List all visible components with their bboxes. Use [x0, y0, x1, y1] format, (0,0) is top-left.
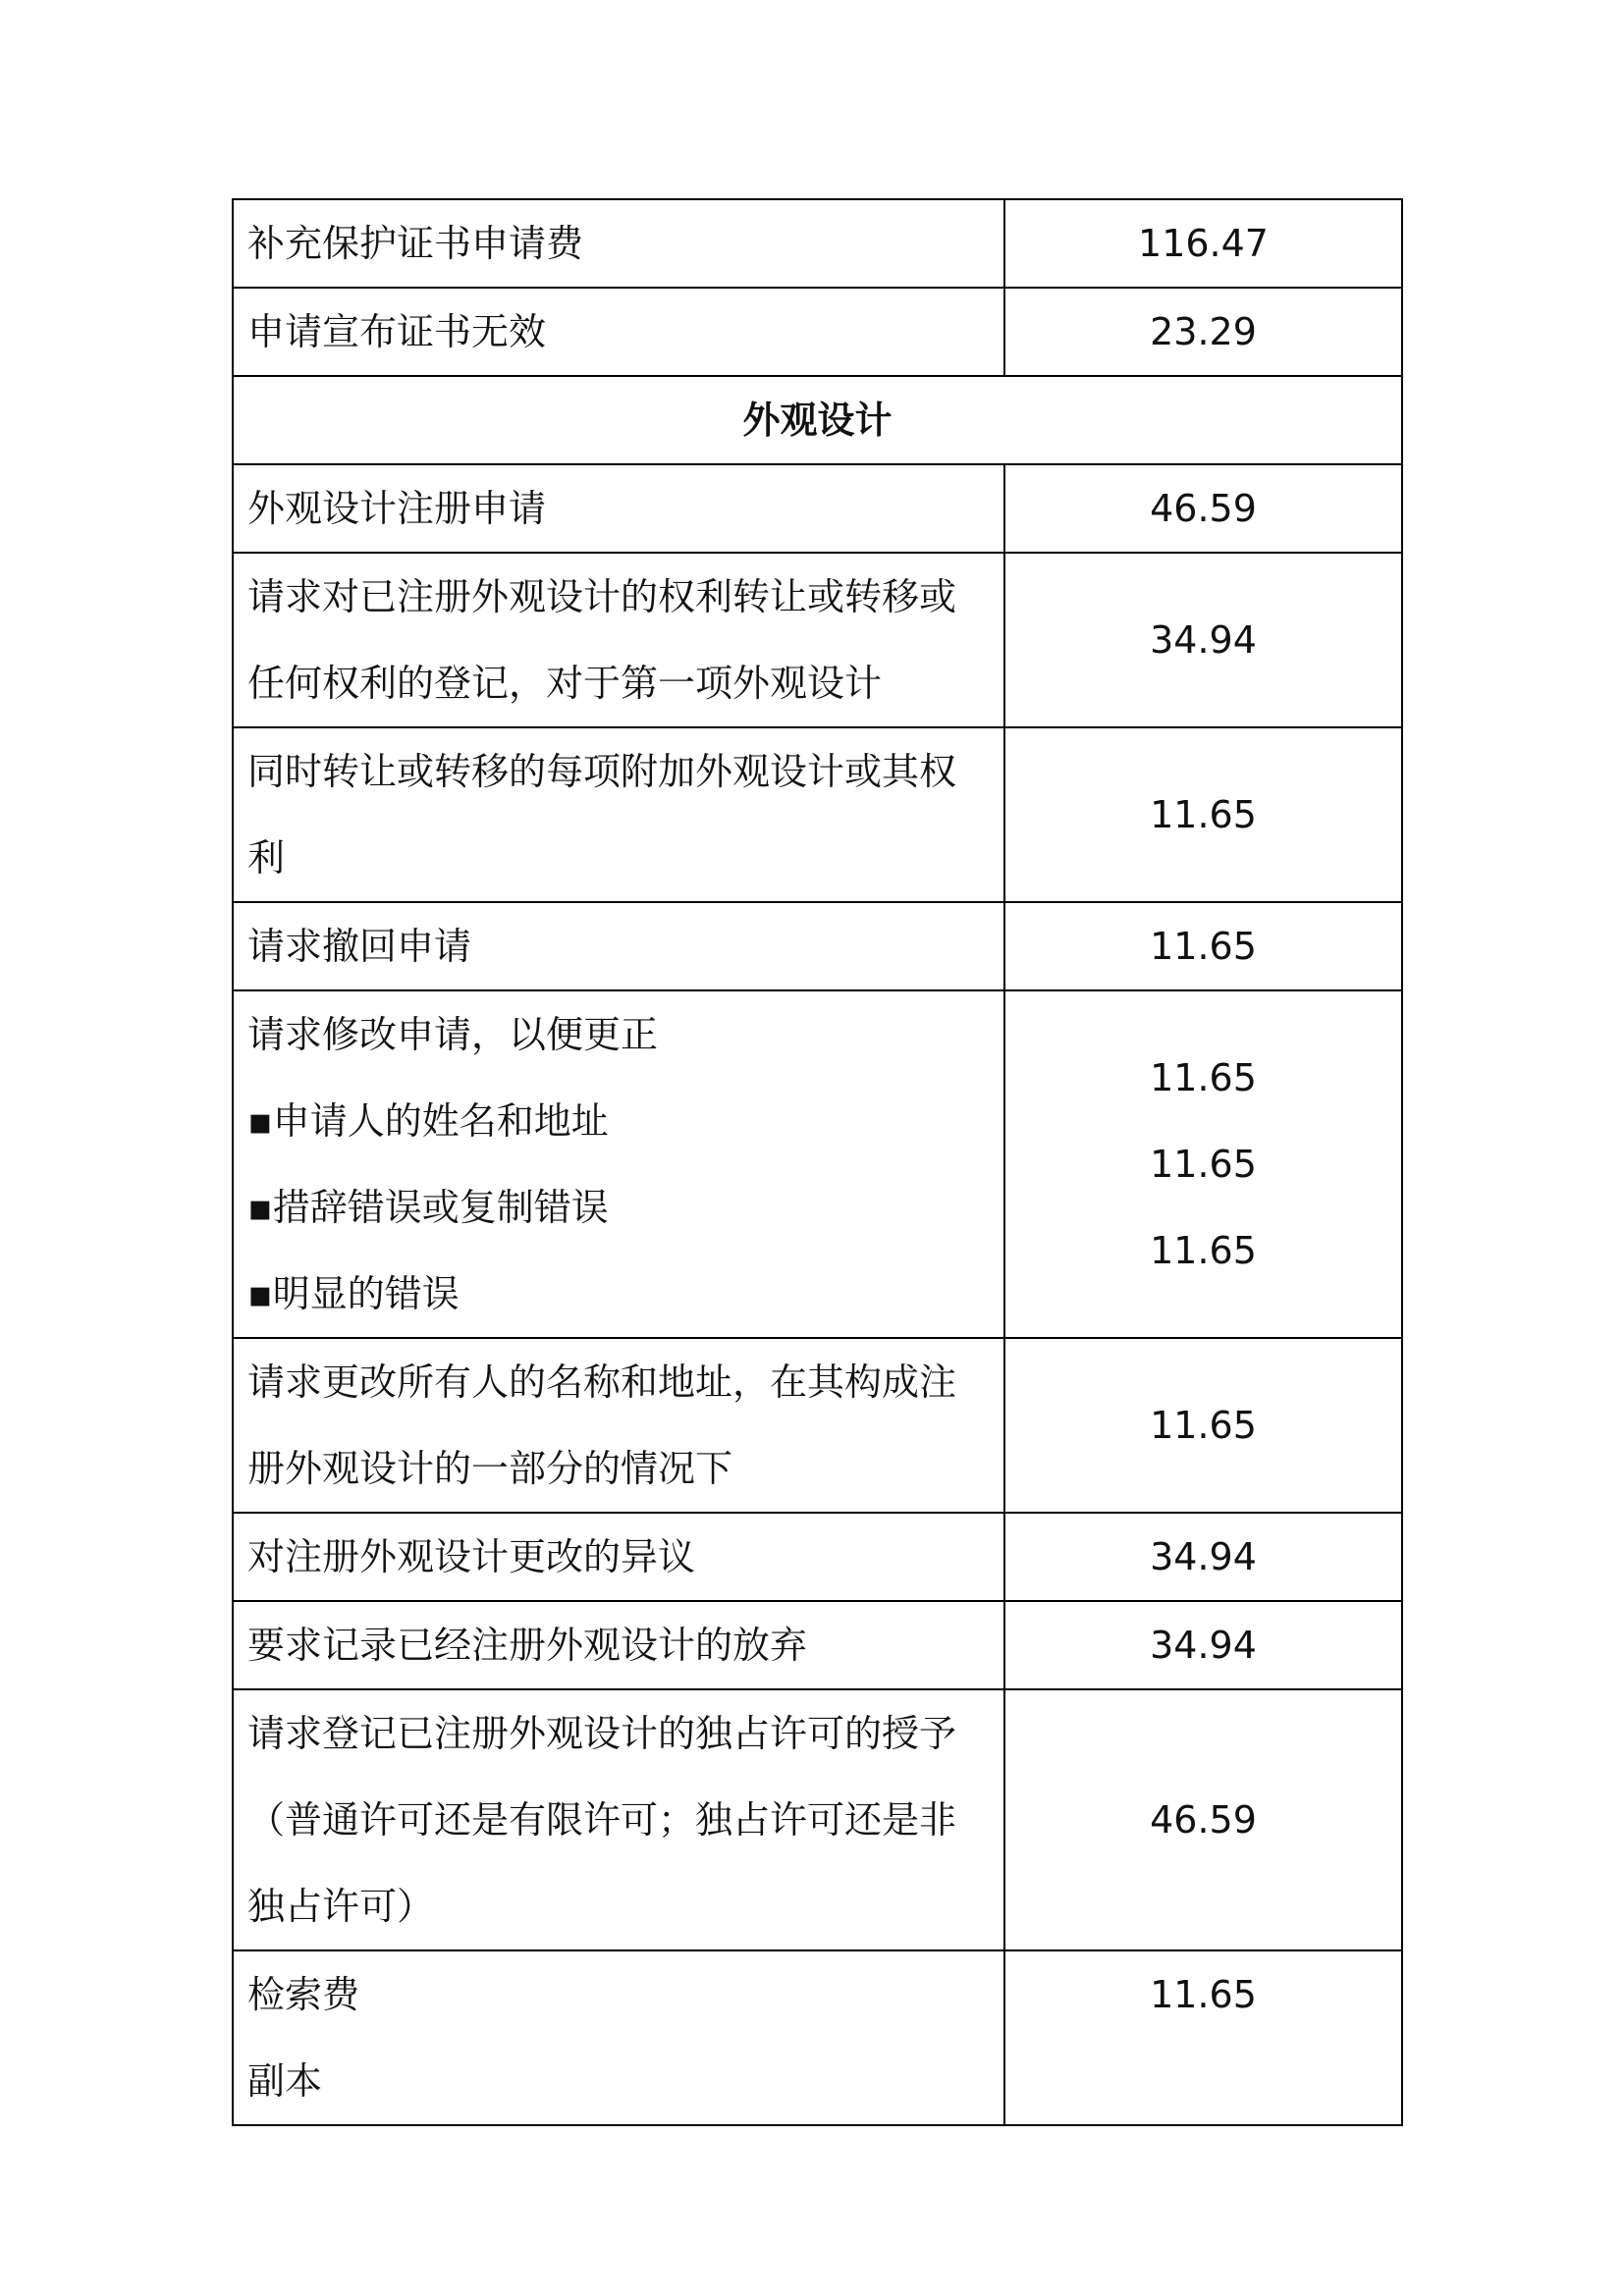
description-line: 册外观设计的一部分的情况下 — [247, 1447, 733, 1490]
description-line: 请求登记已注册外观设计的独占许可的授予 — [247, 1712, 957, 1755]
fee-amount: 11.65 — [1004, 1338, 1402, 1513]
fee-amount: 46.59 — [1004, 464, 1402, 553]
fee-description: 对注册外观设计更改的异议 — [233, 1513, 1004, 1601]
table-row — [233, 727, 1402, 902]
fee-description: 请求撤回申请 — [233, 902, 1004, 990]
fee-amount: 11.65 — [1150, 1143, 1257, 1186]
description-line: 利 — [247, 836, 286, 880]
description-bullet: ▪措辞错误或复制错误 — [247, 1186, 609, 1229]
fee-amount: 11.65 — [1004, 727, 1402, 902]
fee-amount: 34.94 — [1004, 1513, 1402, 1601]
section-header-row — [233, 376, 1402, 464]
fee-description: 外观设计注册申请 — [233, 464, 1004, 553]
section-title: 外观设计 — [233, 376, 1402, 464]
description-bullet: ▪申请人的姓名和地址 — [247, 1099, 609, 1143]
fee-description — [233, 727, 1004, 902]
description-line: 独占许可） — [247, 1885, 435, 1928]
table-row — [233, 1338, 1402, 1513]
description-line: 请求对已注册外观设计的权利转让或转移或 — [247, 575, 957, 618]
fee-amount: 46.59 — [1004, 1689, 1402, 1950]
fee-amount-group — [1004, 990, 1402, 1338]
table-row — [233, 990, 1402, 1338]
fee-description: 补充保护证书申请费 — [233, 199, 1004, 288]
fee-amount: 116.47 — [1004, 199, 1402, 288]
description-line: 同时转让或转移的每项附加外观设计或其权 — [247, 750, 957, 793]
description-line: 任何权利的登记，对于第一项外观设计 — [247, 662, 883, 705]
table-row — [233, 1601, 1402, 1689]
fee-amount: 34.94 — [1004, 553, 1402, 727]
fee-amount: 11.65 — [1150, 1056, 1257, 1099]
fee-description — [233, 1338, 1004, 1513]
fee-amount: 11.65 — [1004, 902, 1402, 990]
table-row — [233, 902, 1402, 990]
fee-amount: 34.94 — [1004, 1601, 1402, 1689]
description-line: 检索费 — [247, 1973, 360, 2016]
fee-description — [233, 990, 1004, 1338]
description-line: （普通许可还是有限许可；独占许可还是非 — [247, 1798, 957, 1842]
fee-amount: 11.65 — [1150, 1229, 1257, 1272]
fee-amount: 23.29 — [1004, 288, 1402, 376]
fee-description — [233, 1950, 1004, 2125]
table-row — [233, 199, 1402, 288]
table-row — [233, 1513, 1402, 1601]
fee-table — [232, 198, 1403, 2126]
description-line: 请求更改所有人的名称和地址，在其构成注 — [247, 1361, 957, 1404]
fee-description — [233, 1689, 1004, 1950]
fee-description — [233, 553, 1004, 727]
table-row — [233, 553, 1402, 727]
table-row — [233, 288, 1402, 376]
description-line: 请求修改申请，以便更正 — [247, 1013, 659, 1056]
table-row — [233, 1950, 1402, 2125]
table-row — [233, 464, 1402, 553]
description-bullet: ▪明显的错误 — [247, 1272, 460, 1315]
description-line: 副本 — [247, 2059, 323, 2103]
fee-description: 申请宣布证书无效 — [233, 288, 1004, 376]
fee-amount: 11.65 — [1004, 1950, 1402, 2125]
fee-description: 要求记录已经注册外观设计的放弃 — [233, 1601, 1004, 1689]
table-row — [233, 1689, 1402, 1950]
